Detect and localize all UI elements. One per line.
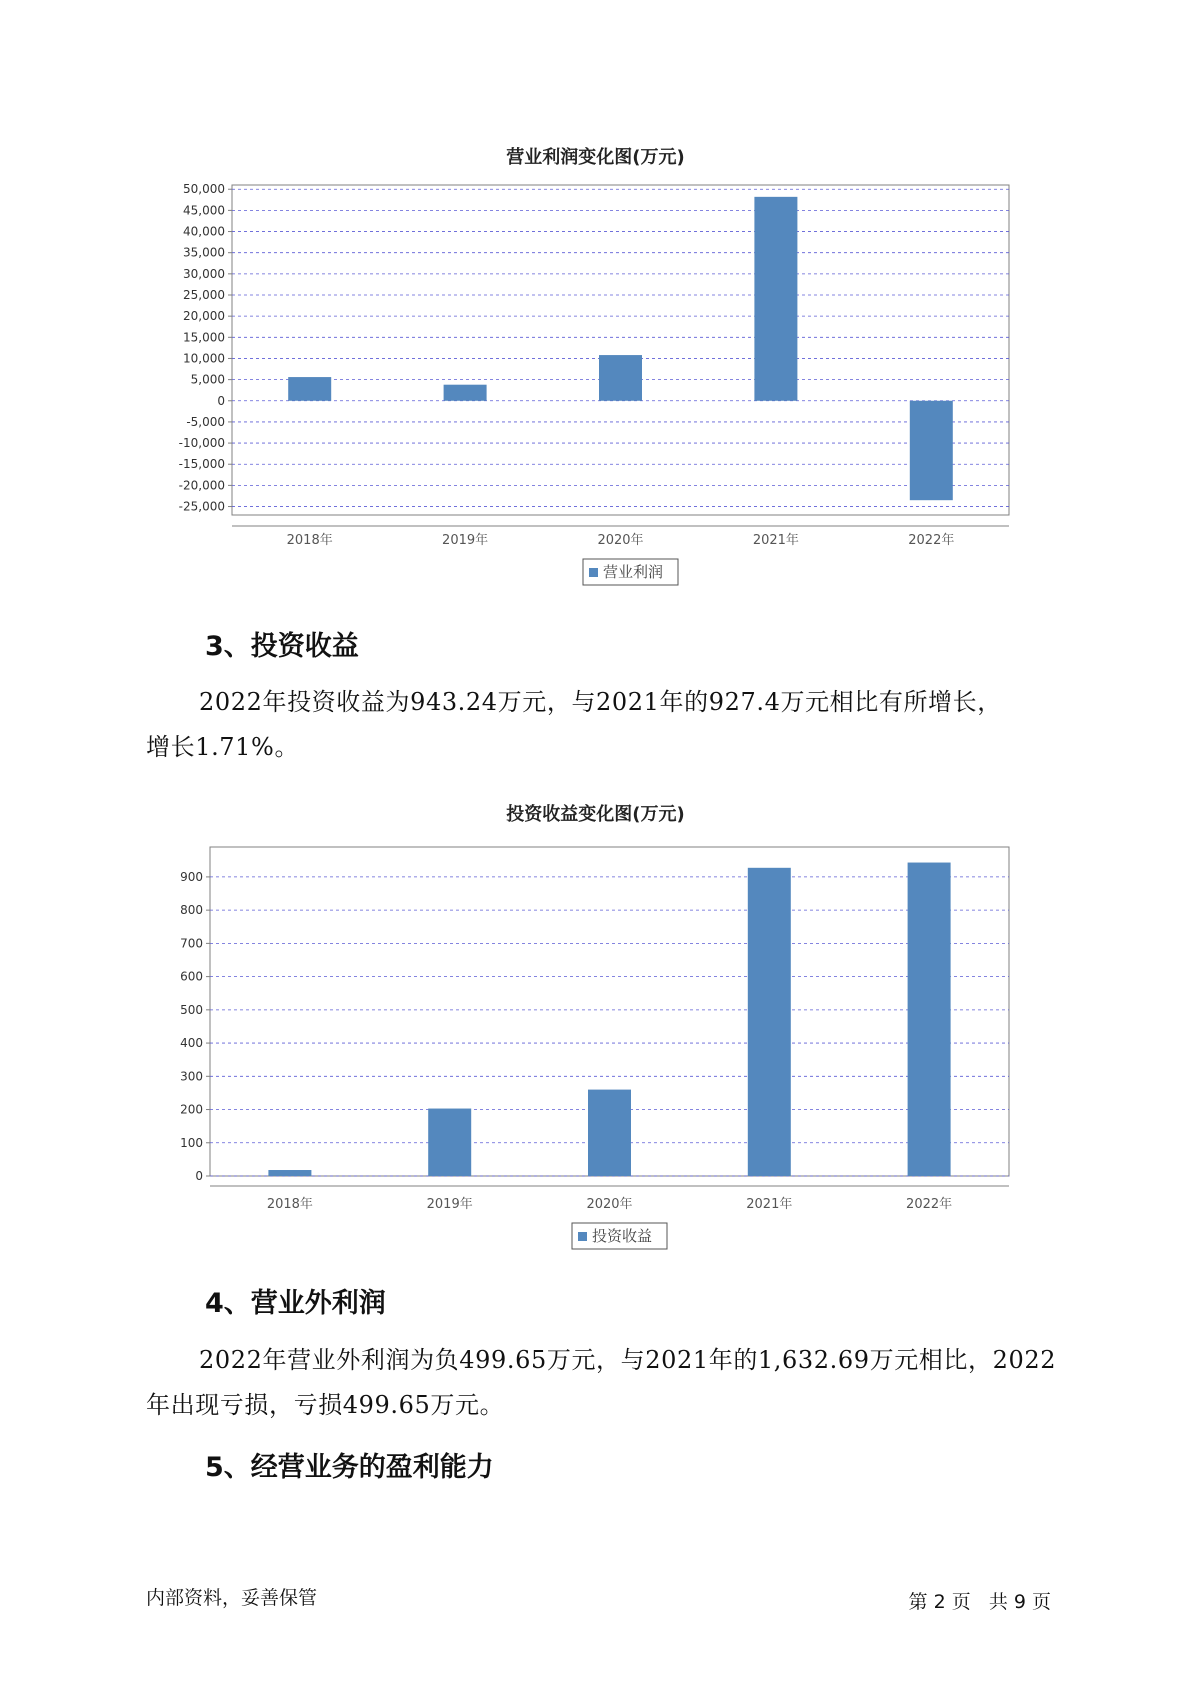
x-tick-label: 2021年 [746,1197,793,1212]
legend-label: 投资收益 [592,1227,653,1245]
y-tick-label: -5,000 [186,414,225,429]
y-tick-label: 40,000 [183,224,225,239]
y-tick-label: 50,000 [183,182,225,197]
y-tick-label: 700 [180,936,203,951]
bar-2021年 [754,197,797,401]
footer-confidential-note: 内部资料，妥善保管 [146,1587,318,1609]
section-heading-profitability: 5、经营业务的盈利能力 [205,1452,494,1483]
x-tick-label: 2019年 [426,1197,473,1212]
y-tick-label: -10,000 [178,436,225,451]
y-tick-label: -20,000 [178,478,225,493]
y-tick-label: 5,000 [190,372,225,387]
x-tick-label: 2018年 [266,1197,313,1212]
y-tick-label: -15,000 [178,457,225,472]
footer-page-number: 第 2 页 共 9 页 [908,1591,1051,1613]
y-tick-label: 30,000 [183,266,225,281]
paragraph-line: 年出现亏损，亏损499.65万元。 [146,1391,505,1419]
y-tick-label: 800 [180,903,203,918]
y-tick-label: 900 [180,869,203,884]
bar-2021年 [748,868,791,1176]
x-tick-label: 2018年 [286,533,333,548]
y-tick-label: 0 [217,393,225,408]
section-heading-investment-income: 3、投资收益 [205,631,359,662]
bar-2022年 [910,401,953,500]
y-tick-label: 20,000 [183,309,225,324]
x-tick-label: 2019年 [442,533,489,548]
bar-2018年 [268,1170,311,1176]
chart-title-operating-profit: 营业利润变化图(万元) [506,147,685,168]
x-tick-label: 2021年 [752,533,799,548]
x-tick-label: 2020年 [597,533,644,548]
x-tick-label: 2022年 [906,1197,953,1212]
bar-2020年 [588,1090,631,1176]
plot-area [232,185,1009,515]
paragraph-line: 2022年营业外利润为负499.65万元，与2021年的1,632.69万元相比，2022 [199,1346,1057,1374]
y-tick-label: -25,000 [178,499,225,514]
y-tick-label: 45,000 [183,203,225,218]
section-heading-non-operating-profit: 4、营业外利润 [205,1288,386,1319]
paragraph-non-operating-profit [146,1338,1081,1428]
chart-title-investment-income: 投资收益变化图(万元) [506,804,685,825]
bar-2022年 [908,863,951,1176]
y-tick-label: 500 [180,1002,203,1017]
legend-swatch [578,1232,587,1241]
paragraph-line: 2022年投资收益为943.24万元，与2021年的927.4万元相比有所增长， [199,688,1002,716]
investment-income-chart [0,835,1191,1255]
paragraph-line: 增长1.71%。 [146,733,300,761]
y-tick-label: 600 [180,969,203,984]
y-tick-label: 0 [195,1169,203,1183]
y-tick-label: 300 [180,1069,203,1084]
x-tick-label: 2022年 [908,533,955,548]
operating-profit-chart [0,170,1191,590]
y-tick-label: 100 [180,1135,203,1150]
paragraph-investment-income [146,680,1081,770]
bar-2019年 [444,385,487,401]
x-tick-label: 2020年 [586,1197,633,1212]
y-tick-label: 10,000 [183,351,225,366]
y-tick-label: 400 [180,1036,203,1051]
y-tick-label: 200 [180,1102,203,1117]
bar-2018年 [288,377,331,401]
legend-swatch [589,568,598,577]
y-tick-label: 25,000 [183,288,225,302]
bar-2019年 [428,1109,471,1176]
legend-label: 营业利润 [603,563,664,581]
y-tick-label: 15,000 [183,330,225,345]
bar-2020年 [599,355,642,401]
y-tick-label: 35,000 [183,245,225,260]
